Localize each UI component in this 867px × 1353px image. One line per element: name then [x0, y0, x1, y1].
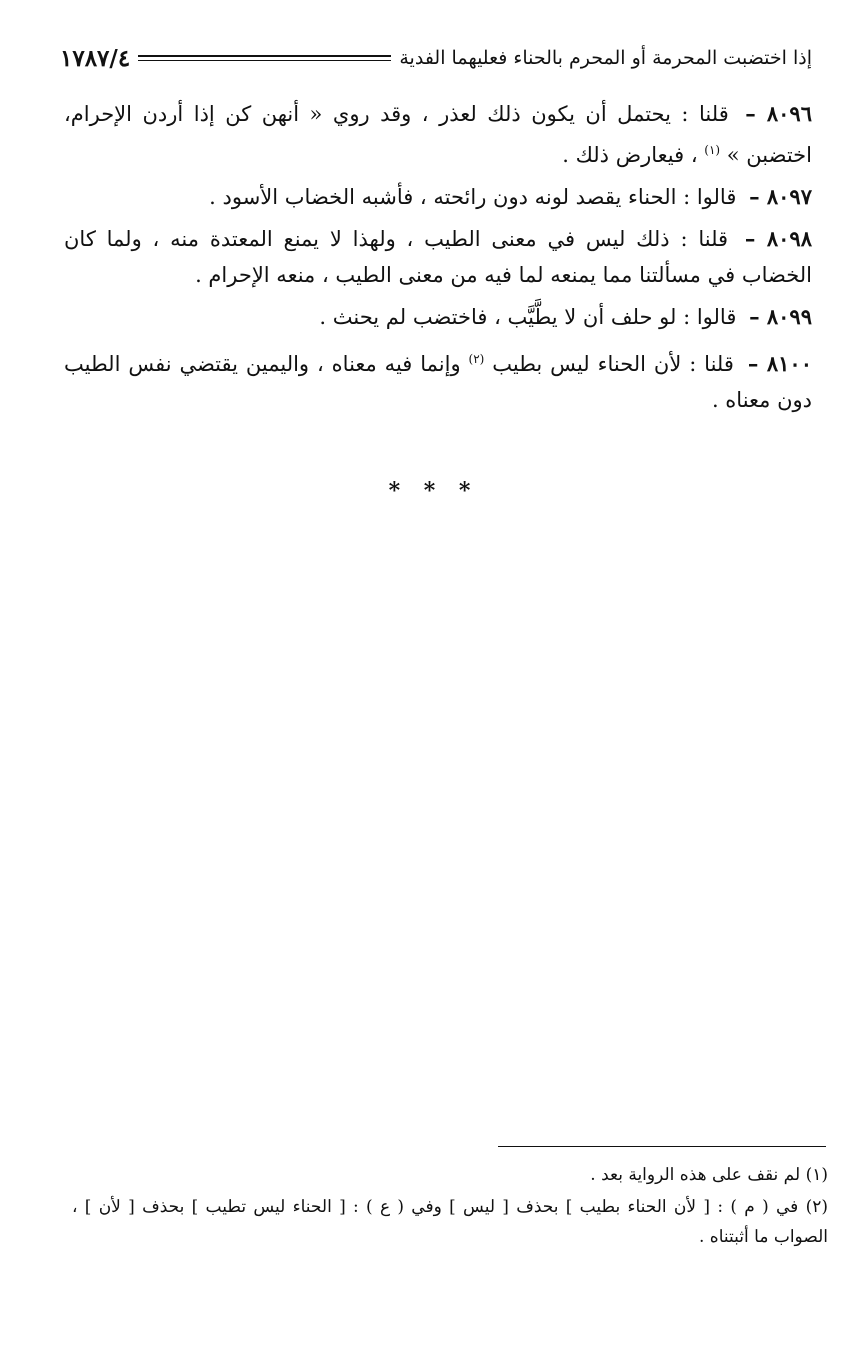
entry-text: قلنا : يحتمل أن يكون ذلك لعذر ، وقد روي « أنهن كن إذا أردن الإحرام، اختضبن »: [64, 102, 812, 167]
entry-text: قالوا : الحناء يقصد لونه دون رائحته ، فأشبه الخضاب الأسود .: [209, 185, 737, 209]
entry-8098: [64, 221, 812, 293]
footnotes: [72, 1160, 828, 1254]
entry-text: قالوا : لو حلف أن لا يطَّيَّب ، فاختضب لم يحنث .: [319, 305, 737, 329]
footnote-rule: [498, 1146, 826, 1147]
entry-8100: [64, 341, 812, 418]
page-number: ١٧٨٧/٤: [60, 44, 131, 72]
entry-8097: [64, 179, 812, 215]
entry-number: ٨٠٩٦ –: [745, 101, 812, 126]
entry-8099: [64, 299, 812, 335]
header-rule: [138, 55, 391, 61]
entry-text: وإنما فيه معناه ، واليمين يقتضي نفس الطيب دون معناه .: [64, 352, 812, 412]
running-header: [60, 40, 812, 76]
footnote-ref: (١): [704, 143, 721, 157]
section-separator: * * *: [388, 478, 479, 504]
entry-number: ٨١٠٠ –: [747, 351, 812, 376]
entry-number: ٨٠٩٩ –: [749, 304, 812, 329]
entry-number: ٨٠٩٨ –: [744, 226, 812, 251]
entry-text: قلنا : لأن الحناء ليس بطيب: [484, 352, 734, 376]
running-title: إذا اختضبت المحرمة أو المحرم بالحناء فعليهما الفدية: [399, 47, 812, 69]
entry-8096: [64, 96, 812, 173]
footnote-2: (٢) في ( م ) : [ لأن الحناء بطيب ] بحذف [ ليس ] وفي ( ع ) : [ الحناء ليس تطيب ] بحذف [ لأن ] ، الصواب ما أثبتناه .: [72, 1197, 828, 1247]
body-text: [64, 96, 812, 424]
entry-text: ، فيعارض ذلك .: [562, 143, 705, 167]
entry-number: ٨٠٩٧ –: [749, 184, 812, 209]
footnote-ref: (٢): [468, 352, 485, 366]
entry-text: قلنا : ذلك ليس في معنى الطيب ، ولهذا لا يمنع المعتدة منه ، ولما كان الخضاب في مسألتنا مما يمنعه لما فيه من معنى الطيب ، منعه الإحرام .: [64, 227, 812, 287]
footnote-1: (١) لم نقف على هذه الرواية بعد .: [590, 1165, 828, 1185]
